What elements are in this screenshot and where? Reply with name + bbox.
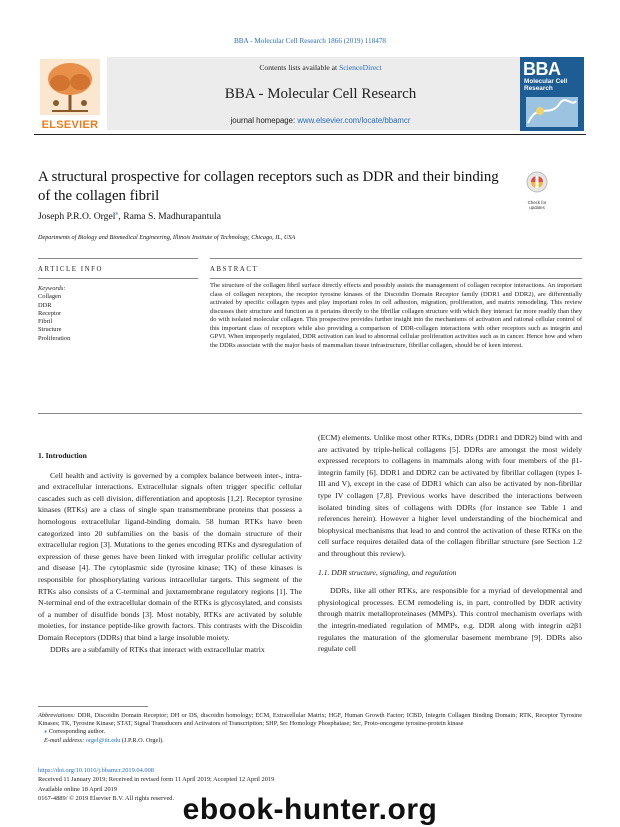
elsevier-tree-icon bbox=[38, 57, 102, 117]
elsevier-wordmark: ELSEVIER bbox=[41, 119, 99, 131]
body-column-right bbox=[318, 432, 582, 655]
body-paragraph: (ECM) elements. Unlike most other RTKs, DDRs (DDR1 and DDR2) bind with and are activated by triple-helical collagens [5]. DDRs are amongst the most widely expressed receptors to collagens in mammals along with four members of the β1-integrin family [6]. DDR1 and DDR2 can be activated by fibrillar collagen (types I-III and V), except in the case of DDR1 which can also be activated by non-fibrillar type IV collagen [7,8]. Previous works have described the interactions between isolated binding sites of collagens with DDRs (for instance see Table 1 and references herein). However a higher level understanding of the biochemical and biophysical mechanisms that lead to and control the activation of these RTKs on the cell surface requires detailed data of the collagen fibrillar structure (see Section 1.2 and throughout this review). bbox=[318, 433, 582, 558]
doi-link[interactable]: https://doi.org/10.1016/j.bbamcr.2019.04.008 bbox=[38, 767, 154, 774]
corresponding-author-note: Corresponding author. bbox=[47, 728, 106, 736]
body-paragraph: Cell health and activity is governed by a complex balance between inter-, intra- and extracellular interactions. Extracellular signals often trigger specific cellular cascades such as cell division, differentiation and apoptosis [1,2]. Receptor tyrosine kinases (RTKs) are a class of single span transmembrane proteins that possess a homologous extracellular ligand-binding domain. 58 human RTKs have been categorized into 20 subfamilies on the basis of the domain structure of their extracellular region [3]. Mutations to the genes encoding RTKs and dysregulation of expression of these genes have been linked with irregular prolific cellular activity and disease [4]. The cytoplasmic side (tyrosine kinase; TK) of these kinases is responsible for phosphorylating various intracellular targets. This segment of the RTKs also consists of a C-terminal and juxtamembrane regulatory regions [1]. The N-terminal end of the extracellular domain of the RTKs is glycosylated, and consists of a number of disulfide bonds [3]. Most notably, RTKs are activated by soluble moieties, for instance peptide-like growth factors. This contrasts with the Discoidin Domain Receptors (DDRs) that bind a large insoluble moiety. bbox=[38, 470, 302, 642]
cover-subtitle: Molecular Cell Research bbox=[524, 78, 568, 92]
cover-title: BBA bbox=[523, 59, 561, 79]
check-for-updates-badge[interactable] bbox=[524, 171, 550, 210]
body-paragraph: DDRs, like all other RTKs, are responsible for a myriad of developmental and physiological processes. ECM remodeling is, in part, controlled by DDR activity through matrix metalloproteinases (MMPs). This control mechanism overlaps with the integrin-mediated regulation of MMPs, e.g. DDR along with integrin α2β1 regulates the maturation of the glomerular basement membrane [9]. DDRs also regulate cell bbox=[318, 586, 582, 654]
divider bbox=[38, 278, 198, 279]
divider bbox=[210, 258, 582, 259]
article-info-heading: ARTICLE INFO bbox=[38, 266, 104, 273]
journal-name: BBA - Molecular Cell Research bbox=[224, 86, 417, 102]
abbreviations-label: Abbreviations: bbox=[38, 712, 76, 719]
crossmark-label-line1: Check for bbox=[527, 200, 547, 205]
keywords-label: Keywords: bbox=[38, 285, 66, 292]
subsection-heading: 1.1. DDR structure, signaling, and regulation bbox=[318, 567, 457, 577]
running-header[interactable]: BBA - Molecular Cell Research 1866 (2019) 118478 bbox=[233, 37, 387, 45]
divider bbox=[210, 278, 582, 279]
keyword: Proliferation bbox=[38, 334, 71, 342]
elsevier-logo[interactable] bbox=[38, 57, 102, 131]
email-suffix: (J.P.R.O. Orgel). bbox=[120, 736, 164, 744]
contents-prefix: Contents lists available at bbox=[259, 63, 340, 72]
crossmark-label-line2: updates bbox=[529, 205, 545, 210]
abstract-heading: ABSTRACT bbox=[210, 266, 259, 273]
keywords-list bbox=[38, 285, 70, 343]
keyword: Receptor bbox=[38, 309, 62, 317]
abstract-text: The structure of the collagen fibril surface directly effects and possibly assists the management of collagen receptor interactions. An important class of collagen receptors, the receptor tyrosine kinases of the Discoidin Domain Receptor family (DDR1 and DDR2), are differentially activated by specific collagen types and play important roles in cell adhesion, migration, proliferation, and matrix remodeling. This review discusses their structure and function as it pertains directly to the fibrillar collagen structure with which they interact far more readily than they do with isolated molecular collagen. This prospective provides further insight into the mechanisms of activation and rational cellular control of this important class of receptors while also providing a comparison of DDR-collagen interactions with other receptors such as integrin and GPVI. When improperly regulated, DDR activation can lead to abnormal cellular proliferation activities such as in cancer. Hence how and when the DDRs associate with the major basis of mammalian tissue infrastructure, fibrillar collagen, should be of keen interest. bbox=[210, 282, 582, 349]
masthead-panel bbox=[107, 57, 534, 130]
corresponding-author-mark: ⁎ bbox=[44, 728, 48, 736]
body-column-left bbox=[38, 450, 302, 655]
cover-art-icon bbox=[520, 57, 584, 131]
received-dates: Received 11 January 2019; Received in revised form 11 April 2019; Accepted 12 April 2019 bbox=[38, 776, 275, 784]
footnotes bbox=[38, 712, 582, 745]
email-label: E-mail address: bbox=[44, 736, 85, 744]
email-link[interactable]: orgel@iit.edu bbox=[85, 736, 121, 744]
watermark: ebook-hunter.org bbox=[182, 793, 438, 826]
homepage-prefix: journal homepage: bbox=[230, 116, 298, 125]
available-online: Available online 18 April 2019 bbox=[38, 785, 118, 793]
divider bbox=[38, 258, 198, 259]
journal-masthead bbox=[34, 57, 586, 135]
sciencedirect-link[interactable]: ScienceDirect bbox=[339, 63, 382, 72]
author-separator: , bbox=[118, 211, 124, 223]
copyright: 0167-4889/ © 2019 Elsevier B.V. All rights reserved. bbox=[38, 795, 175, 803]
body-paragraph: DDRs are a subfamily of RTKs that interact with extracellular matrix bbox=[50, 644, 265, 654]
keyword: Collagen bbox=[38, 293, 62, 301]
contents-line bbox=[107, 63, 534, 72]
abbreviations-text: DDR, Discoidin Domain Receptor; DH or DS, discoidin homology; ECM, Extracellular Matrix; HGF, Human Growth Factor; ICBD, Integrin Collagen Binding Domain; RTK, Receptor Tyrosine Kinases; TK, Tyrosine Kinase; STAT, Signal Transducers and Activators of Transcription; SHP, Src Homology Phosphatase; Src, Proto-oncogene tyrosine-protein kinase bbox=[38, 712, 582, 728]
keyword: DDR bbox=[38, 301, 52, 309]
journal-homepage bbox=[107, 116, 534, 125]
corresponding-author-mark[interactable]: ⁎ bbox=[115, 211, 119, 217]
affiliation: Departments of Biology and Biomedical Engineering, Illinois Institute of Technology, Chicago, IL, USA bbox=[38, 234, 296, 241]
keyword: Fibril bbox=[38, 318, 53, 326]
homepage-link[interactable]: www.elsevier.com/locate/bbamcr bbox=[297, 116, 411, 125]
journal-cover[interactable] bbox=[520, 57, 584, 131]
divider bbox=[38, 413, 582, 414]
keyword: Structure bbox=[38, 326, 62, 334]
crossmark-icon bbox=[526, 171, 548, 195]
section-heading: 1. Introduction bbox=[38, 451, 87, 460]
author-name[interactable]: Joseph P.R.O. Orgel bbox=[38, 211, 116, 223]
author-list bbox=[38, 210, 221, 222]
article-title: A structural prospective for collagen receptors such as DDR and their binding of the collagen fibril bbox=[38, 169, 499, 204]
footnote-divider bbox=[38, 706, 148, 707]
author-name[interactable]: Rama S. Madhurapantula bbox=[123, 211, 221, 223]
